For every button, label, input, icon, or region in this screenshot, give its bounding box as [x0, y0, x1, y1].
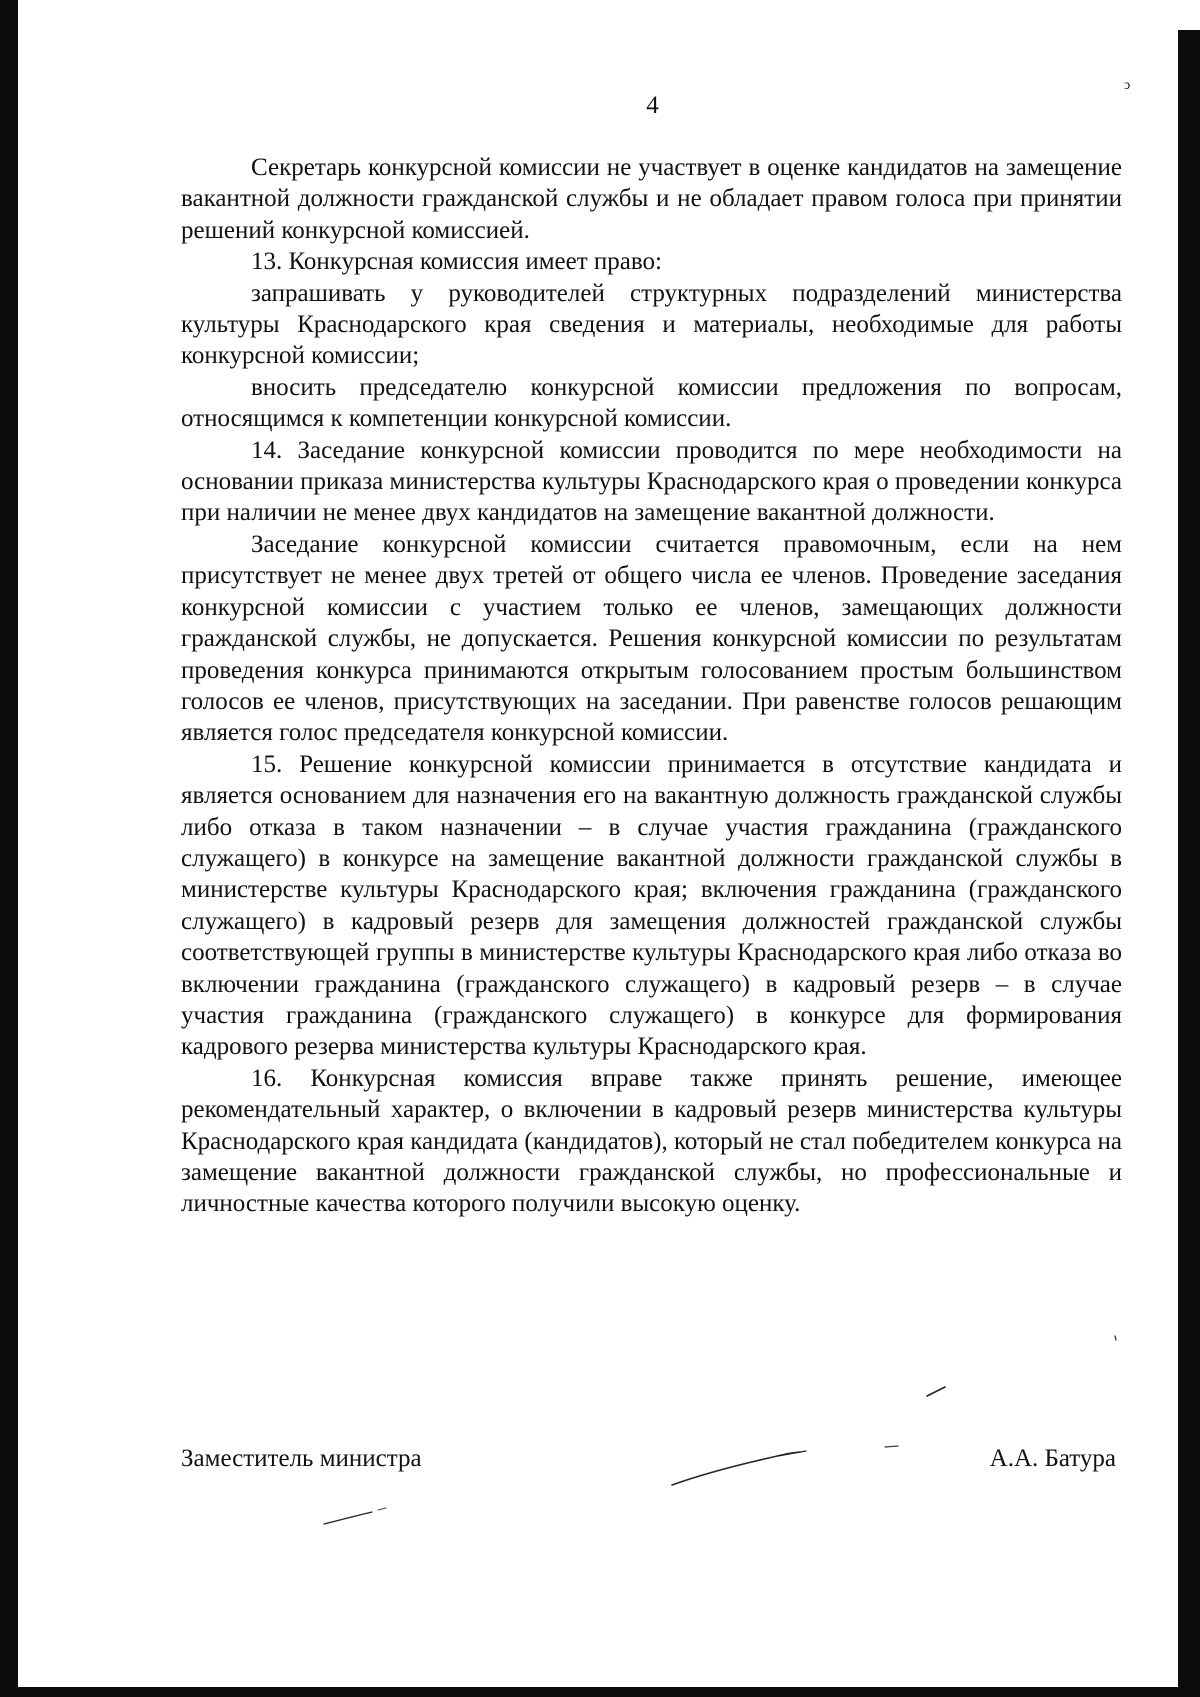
scan-edge-right [1178, 30, 1200, 1697]
paragraph-15: 15. Решение конкурсной комиссии принимается в отсутствие кандидата и является основанием для назначения его на вакантную должность гражданской службы либо отказа в таком назначении – в случае участия гражданина (гражданского служащего) в конкурсе на замещение вакантной должности гражданской службы в министерстве культуры Краснодарского края; включения гражданина (гражданского служащего) в кадровый резерв для замещения должностей гражданской службы соответствующей группы в министерстве культуры Краснодарского края либо отказа во включении гражданина (гражданского служащего) в кадровый резерв – в случае участия гражданина (гражданского служащего) в конкурсе для формирования кадрового резерва министерства культуры Краснодарского края. [181, 750, 1122, 1061]
handwritten-signature [660, 1405, 920, 1515]
paragraph-14: 14. Заседание конкурсной комиссии проводится по мере необходимости на основании приказа министерства культуры Краснодарского края о проведении конкурса при наличии не менее двух кандидатов на замещение вакантной должности. [181, 436, 1122, 527]
paragraph-16: 16. Конкурсная комиссия вправе также принять решение, имеющее рекомендательный характер, о включении в кадровый резерв министерства культуры Краснодарского края кандидата (кандидатов), который не стал победителем конкурса на замещение вакантной должности гражданской службы, но профессиональные и личностные качества которого получили высокую оценку. [181, 1064, 1122, 1218]
page-number: 4 [646, 92, 659, 119]
paragraph-13-propose: вносить председателю конкурсной комиссии предложения по вопросам, относящимся к компетенции конкурсной комиссии. [181, 373, 1122, 433]
corner-mark: ͻ [1124, 78, 1131, 93]
paragraph-secretary: Секретарь конкурсной комиссии не участвует в оценке кандидатов на замещение вакантной должности гражданской службы и не обладает правом голоса при принятии решений конкурсной комиссией. [181, 154, 1122, 244]
pen-mark [925, 1384, 949, 1398]
scan-edge-left [0, 0, 18, 1697]
signature-block [181, 1445, 1122, 1481]
paragraph-13-heading: 13. Конкурсная комиссия имеет право: [251, 248, 662, 276]
signatory-position: Заместитель министра [181, 1445, 422, 1472]
pen-mark [320, 1500, 400, 1530]
scan-edge-bottom [18, 1687, 1178, 1697]
paragraph-13-request: запрашивать у руководителей структурных подразделений министерства культуры Краснодарского края сведения и материалы, необходимые для работы конкурсной комиссии; [181, 279, 1122, 370]
paragraph-14-quorum: Заседание конкурсной комиссии считается правомочным, если на нем присутствует не менее двух третей от общего числа ее членов. Проведение заседания конкурсной комиссии с участием только ее членов, замещающих должности гражданской службы, не допускается. Решения конкурсной комиссии по результатам проведения конкурса принимаются открытым голосованием простым большинством голосов ее членов, присутствующих на заседании. При равенстве голосов решающим является голос председателя конкурсной комиссии. [181, 530, 1122, 747]
document-body [181, 152, 1122, 1220]
pen-mark [1112, 1334, 1120, 1342]
signatory-name: А.А. Батура [989, 1445, 1116, 1472]
